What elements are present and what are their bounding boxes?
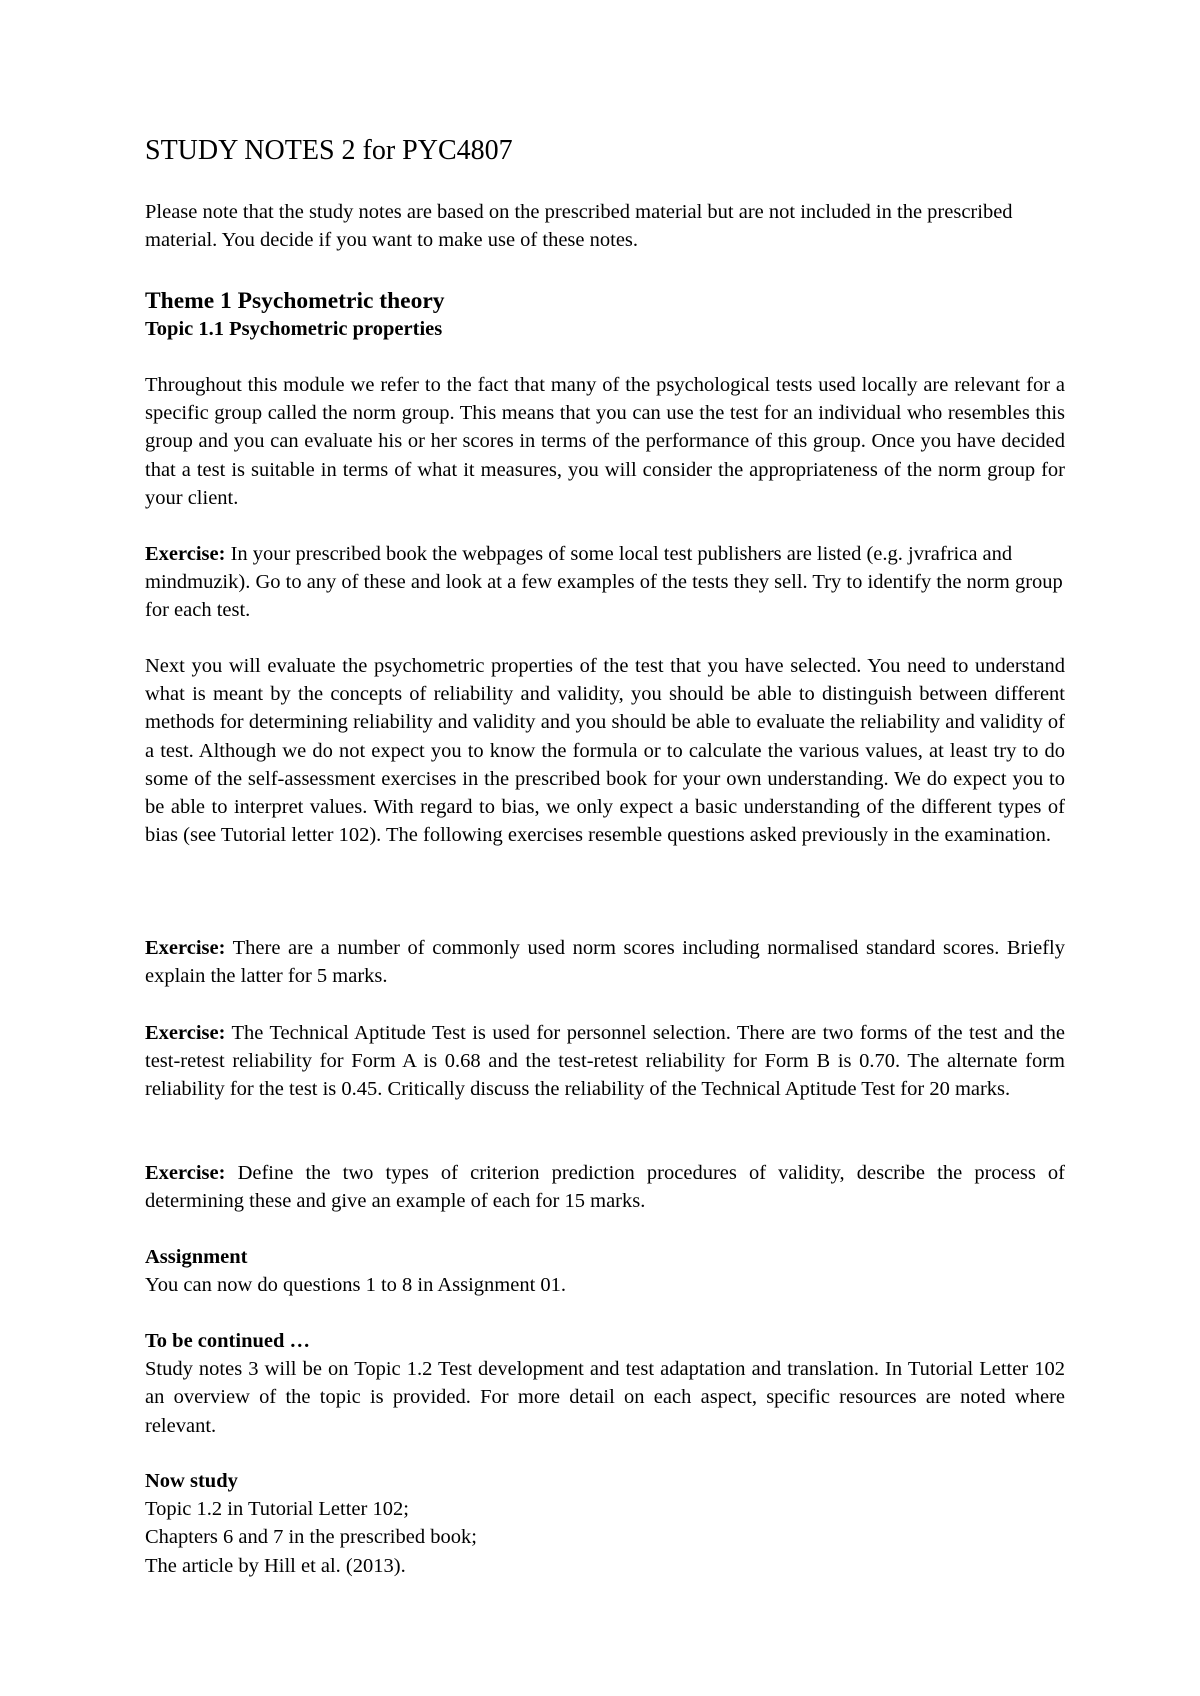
continued-text: Study notes 3 will be on Topic 1.2 Test development and test adaptation and translation. In Tutorial Letter 102 an overview of the topic is provided. For more detail on each aspect, specific resources are noted where relevant. [145, 1358, 1065, 1437]
exercise-paragraph [145, 934, 1065, 990]
exercise-paragraph [145, 540, 1065, 625]
exercise-label: Exercise: [145, 1022, 226, 1044]
now-study-section [145, 1467, 1065, 1580]
now-study-item: The article by Hill et al. (2013). [145, 1554, 406, 1577]
exercise-text: Define the two types of criterion prediction procedures of validity, describe the process of determining these and give an example of each for 15 marks. [145, 1162, 1065, 1213]
assignment-section [145, 1243, 1065, 1299]
exercise-paragraph [145, 1019, 1065, 1104]
topic-heading: Topic 1.1 Psychometric properties [145, 318, 443, 340]
theme-heading: Theme 1 Psychometric theory [145, 288, 445, 314]
exercise-paragraph [145, 1159, 1065, 1215]
exercise-text: In your prescribed book the webpages of some local test publishers are listed (e.g. jvrafrica and mindmuzik). Go to any of these and look at a few examples of the tests they sell. Try to identify the norm group for each test. [145, 543, 1063, 622]
exercise-label: Exercise: [145, 937, 226, 959]
now-study-heading: Now study [145, 1470, 238, 1492]
exercise-label: Exercise: [145, 543, 226, 565]
document-title: STUDY NOTES 2 for PYC4807 [145, 135, 513, 166]
assignment-text: You can now do questions 1 to 8 in Assignment 01. [145, 1274, 567, 1297]
exercise-text: The Technical Aptitude Test is used for personnel selection. There are two forms of the test and the test-retest reliability for Form A is 0.68 and the test-retest reliability for Form B is 0.70. The alternate form reliability for the test is 0.45. Critically discuss the reliability of the Technical Aptitude Test for 20 marks. [145, 1022, 1065, 1101]
continued-heading: To be continued … [145, 1330, 310, 1352]
exercise-label: Exercise: [145, 1162, 226, 1184]
norm-group-paragraph: Throughout this module we refer to the fact that many of the psychological tests used locally are relevant for a specific group called the norm group. This means that you can use the test for an individual who resembles this group and you can evaluate his or her scores in terms of the performance of this group. Once you have decided that a test is suitable in terms of what it measures, you will consider the appropriateness of the norm group for your client. [145, 374, 1065, 509]
intro-paragraph: Please note that the study notes are based on the prescribed material but are not included in the prescribed material. You decide if you want to make use of these notes. [145, 201, 1013, 252]
continued-section [145, 1327, 1065, 1440]
assignment-heading: Assignment [145, 1246, 248, 1268]
exercise-text: There are a number of commonly used norm scores including normalised standard scores. Briefly explain the latter for 5 marks. [145, 937, 1065, 988]
now-study-item: Topic 1.2 in Tutorial Letter 102; [145, 1498, 409, 1521]
psychometric-paragraph: Next you will evaluate the psychometric properties of the test that you have selected. You need to understand what is meant by the concepts of reliability and validity, you should be able to distinguish between different methods for determining reliability and validity and you should be able to evaluate the reliability and validity of a test. Although we do not expect you to know the formula or to calculate the various values, at least try to do some of the self-assessment exercises in the prescribed book for your own understanding. We do expect you to be able to interpret values. With regard to bias, we only expect a basic understanding of the different types of bias (see Tutorial letter 102). The following exercises resemble questions asked previously in the examination. [145, 655, 1065, 847]
now-study-item: Chapters 6 and 7 in the prescribed book; [145, 1526, 477, 1549]
